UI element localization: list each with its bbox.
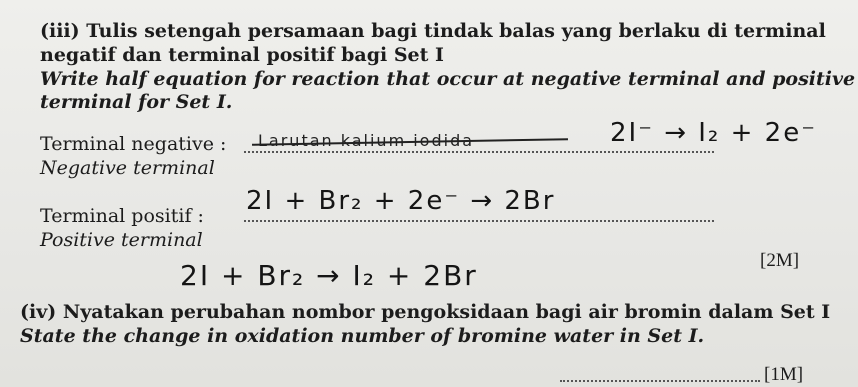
question-iv-english: State the change in oxidation number of bromine water in Set I. — [20, 325, 705, 347]
question-iii-english: Write half equation for reaction that occur at negative terminal and positive — [40, 68, 856, 90]
question-iii-malay: (iii) Tulis setengah persamaan bagi tindak balas yang berlaku di terminal — [40, 20, 826, 42]
positive-half-equation: 2I + Br₂ + 2e⁻ → 2Br — [246, 186, 556, 216]
positive-answer-line — [244, 220, 714, 222]
question-iv-malay: (iv) Nyatakan perubahan nombor pengoksidaan bagi air bromin dalam Set I — [20, 301, 831, 323]
question-iii-english-line2: terminal for Set I. — [40, 91, 233, 113]
positive-terminal-label-english: Positive terminal — [40, 229, 203, 251]
crossed-out-answer: Larutan kalium iodida — [258, 131, 475, 150]
answer-line-iv — [560, 380, 760, 382]
overall-equation: 2I + Br₂ → I₂ + 2Br — [180, 259, 478, 292]
question-iii-malay-line2: negatif dan terminal positif bagi Set I — [40, 44, 444, 66]
negative-answer-line — [244, 151, 714, 153]
negative-terminal-label: Terminal negative : — [40, 133, 227, 155]
marks-2m: [2M] — [760, 250, 800, 271]
marks-1m: [1M] — [764, 364, 804, 385]
negative-half-equation: 2I⁻ → I₂ + 2e⁻ — [610, 118, 817, 148]
negative-terminal-label-english: Negative terminal — [40, 157, 215, 179]
positive-terminal-label: Terminal positif : — [40, 205, 204, 227]
